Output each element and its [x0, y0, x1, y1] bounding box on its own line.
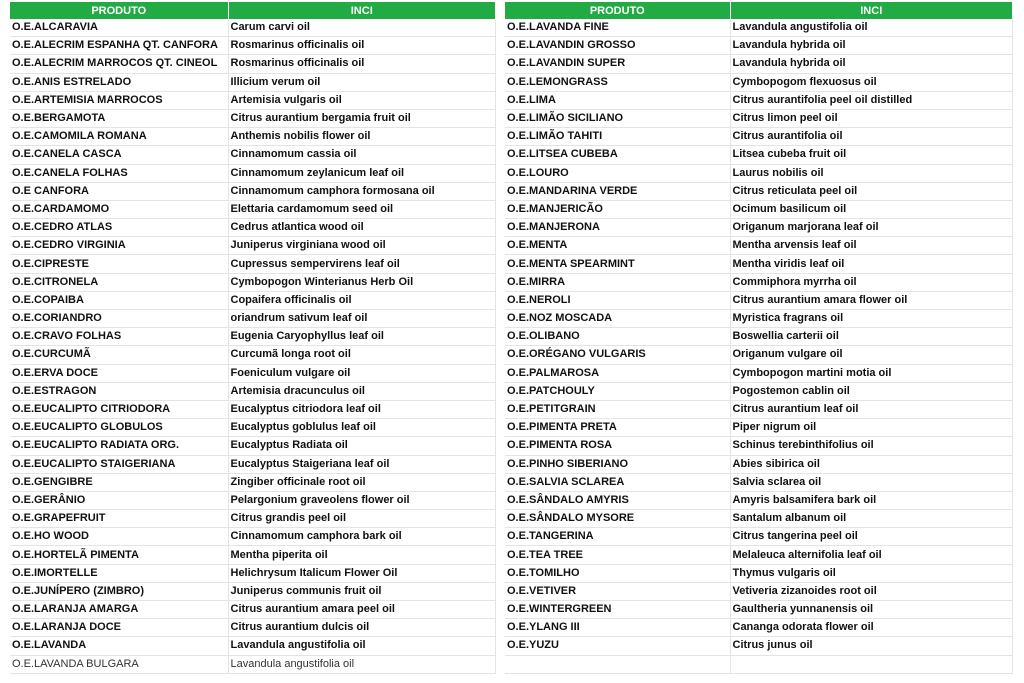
cell-inci: Lavandula angustifolia oil	[730, 19, 1013, 37]
table-row	[505, 37, 1013, 55]
cell-produto: O.E.SÂNDALO MYSORE	[505, 510, 730, 528]
cell-inci: Lavandula angustifolia oil	[228, 655, 496, 673]
table-row	[10, 601, 496, 619]
cell-inci: Eucalyptus goblulus leaf oil	[228, 419, 496, 437]
table-row	[505, 382, 1013, 400]
table-row	[505, 601, 1013, 619]
cell-inci: Vetiveria zizanoides root oil	[730, 582, 1013, 600]
cell-produto: O.E.PETITGRAIN	[505, 400, 730, 418]
table-row	[505, 455, 1013, 473]
cell-produto: O.E.SÂNDALO AMYRIS	[505, 491, 730, 509]
cell-inci: Artemisia vulgaris oil	[228, 91, 496, 109]
cell-inci: Juniperus communis fruit oil	[228, 582, 496, 600]
cell-inci: Artemisia dracunculus oil	[228, 382, 496, 400]
cell-inci: Lavandula angustifolia oil	[228, 637, 496, 655]
products-table-left	[10, 2, 496, 674]
cell-produto: O.E.BERGAMOTA	[10, 109, 228, 127]
cell-produto: O.E.ALCARAVIA	[10, 19, 228, 37]
cell-produto	[505, 655, 730, 673]
cell-produto: O.E.ARTEMISIA MARROCOS	[10, 91, 228, 109]
cell-inci: Juniperus virginiana wood oil	[228, 237, 496, 255]
cell-inci: Abies sibirica oil	[730, 455, 1013, 473]
cell-produto: O.E.LAVANDIN SUPER	[505, 55, 730, 73]
cell-inci: Citrus tangerina peel oil	[730, 528, 1013, 546]
cell-inci	[730, 655, 1013, 673]
cell-produto: O.E.GRAPEFRUIT	[10, 510, 228, 528]
table-row	[10, 582, 496, 600]
cell-inci: Curcumã longa root oil	[228, 346, 496, 364]
cell-produto: O.E CANFORA	[10, 182, 228, 200]
table-row	[505, 510, 1013, 528]
cell-produto: O.E.PALMAROSA	[505, 364, 730, 382]
table-row	[10, 655, 496, 673]
table-row	[10, 91, 496, 109]
table-row	[10, 455, 496, 473]
cell-inci: Laurus nobilis oil	[730, 164, 1013, 182]
cell-produto: O.E.OLIBANO	[505, 328, 730, 346]
cell-produto: O.E.CEDRO VIRGINIA	[10, 237, 228, 255]
cell-inci: Cymbopogon martini motia oil	[730, 364, 1013, 382]
cell-produto: O.E.SALVIA SCLAREA	[505, 473, 730, 491]
cell-inci: Rosmarinus officinalis oil	[228, 37, 496, 55]
cell-produto: O.E.EUCALIPTO CITRIODORA	[10, 400, 228, 418]
table-row	[10, 37, 496, 55]
cell-produto: O.E.GENGIBRE	[10, 473, 228, 491]
table-row	[505, 400, 1013, 418]
cell-inci: Myristica fragrans oil	[730, 310, 1013, 328]
cell-inci: Cinnamomum camphora formosana oil	[228, 182, 496, 200]
table-row	[505, 273, 1013, 291]
table-row	[505, 364, 1013, 382]
cell-inci: Piper nigrum oil	[730, 419, 1013, 437]
cell-inci: Cupressus sempervirens leaf oil	[228, 255, 496, 273]
cell-inci: Amyris balsamifera bark oil	[730, 491, 1013, 509]
cell-produto: O.E.TOMILHO	[505, 564, 730, 582]
table-row	[505, 19, 1013, 37]
cell-inci: Anthemis nobilis flower oil	[228, 128, 496, 146]
cell-inci: Cinnamomum cassia oil	[228, 146, 496, 164]
cell-produto: O.E.CITRONELA	[10, 273, 228, 291]
cell-inci: Eucalyptus citriodora leaf oil	[228, 400, 496, 418]
cell-produto: O.E.MANDARINA VERDE	[505, 182, 730, 200]
cell-inci: Cymbopogon Winterianus Herb Oil	[228, 273, 496, 291]
cell-inci: Mentha viridis leaf oil	[730, 255, 1013, 273]
cell-inci: Citrus limon peel oil	[730, 109, 1013, 127]
table-row	[505, 437, 1013, 455]
cell-inci: Carum carvi oil	[228, 19, 496, 37]
cell-produto: O.E.PINHO SIBERIANO	[505, 455, 730, 473]
table-row	[505, 546, 1013, 564]
cell-produto: O.E.PIMENTA ROSA	[505, 437, 730, 455]
cell-produto: O.E.PIMENTA PRETA	[505, 419, 730, 437]
header-row	[10, 2, 496, 19]
cell-inci: Citrus grandis peel oil	[228, 510, 496, 528]
table-row	[10, 510, 496, 528]
cell-produto: O.E.YLANG III	[505, 619, 730, 637]
cell-produto: O.E.HORTELÃ PIMENTA	[10, 546, 228, 564]
table-row	[505, 328, 1013, 346]
table-row	[10, 310, 496, 328]
cell-inci: Thymus vulgaris oil	[730, 564, 1013, 582]
table-row	[505, 491, 1013, 509]
cell-inci: Eucalyptus Radiata oil	[228, 437, 496, 455]
table-row	[505, 91, 1013, 109]
cell-inci: Citrus aurantifolia peel oil distilled	[730, 91, 1013, 109]
cell-inci: Rosmarinus officinalis oil	[228, 55, 496, 73]
table-row	[505, 109, 1013, 127]
cell-produto: O.E.LAVANDA BULGARA	[10, 655, 228, 673]
cell-inci: Foeniculum vulgare oil	[228, 364, 496, 382]
table-row	[10, 128, 496, 146]
cell-produto: O.E.MANJERICÃO	[505, 200, 730, 218]
cell-produto: O.E.LAVANDA	[10, 637, 228, 655]
cell-inci: Citrus aurantium dulcis oil	[228, 619, 496, 637]
cell-produto: O.E.WINTERGREEN	[505, 601, 730, 619]
table-row	[10, 564, 496, 582]
table-row	[505, 582, 1013, 600]
table-row	[10, 73, 496, 91]
cell-produto: O.E.YUZU	[505, 637, 730, 655]
table-row	[10, 473, 496, 491]
cell-inci: Schinus terebinthifolius oil	[730, 437, 1013, 455]
table-row	[10, 182, 496, 200]
table-row	[505, 237, 1013, 255]
table-row	[505, 255, 1013, 273]
cell-produto: O.E.LITSEA CUBEBA	[505, 146, 730, 164]
cell-inci: Gaultheria yunnanensis oil	[730, 601, 1013, 619]
cell-produto: O.E.EUCALIPTO GLOBULOS	[10, 419, 228, 437]
table-row	[10, 109, 496, 127]
cell-produto: O.E.PATCHOULY	[505, 382, 730, 400]
products-table-right	[505, 2, 1013, 674]
table-row	[505, 182, 1013, 200]
cell-inci: Citrus aurantifolia oil	[730, 128, 1013, 146]
cell-inci: Elettaria cardamomum seed oil	[228, 200, 496, 218]
cell-produto: O.E.LAVANDA FINE	[505, 19, 730, 37]
table-row	[10, 346, 496, 364]
table-row	[10, 437, 496, 455]
cell-produto: O.E.CANELA FOLHAS	[10, 164, 228, 182]
table-row	[10, 200, 496, 218]
table-body-left	[10, 19, 496, 673]
table-row	[505, 219, 1013, 237]
cell-inci: Cananga odorata flower oil	[730, 619, 1013, 637]
cell-inci: Citrus aurantium bergamia fruit oil	[228, 109, 496, 127]
table-row	[10, 528, 496, 546]
table-row	[505, 473, 1013, 491]
header-inci: INCI	[228, 2, 496, 19]
table-row	[505, 55, 1013, 73]
cell-produto: O.E.EUCALIPTO RADIATA ORG.	[10, 437, 228, 455]
cell-inci: Citrus aurantium amara flower oil	[730, 291, 1013, 309]
cell-produto: O.E.MANJERONA	[505, 219, 730, 237]
cell-produto: O.E.ALECRIM MARROCOS QT. CINEOL	[10, 55, 228, 73]
cell-inci: Citrus aurantium leaf oil	[730, 400, 1013, 418]
cell-produto: O.E.JUNÍPERO (ZIMBRO)	[10, 582, 228, 600]
cell-produto: O.E.CORIANDRO	[10, 310, 228, 328]
table-row	[505, 564, 1013, 582]
cell-inci: Commiphora myrrha oil	[730, 273, 1013, 291]
table-row	[10, 273, 496, 291]
header-produto: PRODUTO	[505, 2, 730, 19]
table-row	[10, 364, 496, 382]
table-row	[10, 291, 496, 309]
cell-produto: O.E.ANIS ESTRELADO	[10, 73, 228, 91]
cell-produto: O.E.TANGERINA	[505, 528, 730, 546]
cell-inci: Origanum marjorana leaf oil	[730, 219, 1013, 237]
table-row	[10, 237, 496, 255]
cell-inci: Illicium verum oil	[228, 73, 496, 91]
table-row	[10, 255, 496, 273]
cell-produto: O.E.ERVA DOCE	[10, 364, 228, 382]
cell-inci: Copaifera officinalis oil	[228, 291, 496, 309]
cell-produto: O.E.CIPRESTE	[10, 255, 228, 273]
cell-produto: O.E.VETIVER	[505, 582, 730, 600]
table-row	[10, 382, 496, 400]
cell-inci: Cinnamomum camphora bark oil	[228, 528, 496, 546]
cell-produto: O.E.NEROLI	[505, 291, 730, 309]
table-row	[10, 55, 496, 73]
cell-inci: Eugenia Caryophyllus leaf oil	[228, 328, 496, 346]
cell-inci: Boswellia carterii oil	[730, 328, 1013, 346]
cell-inci: Melaleuca alternifolia leaf oil	[730, 546, 1013, 564]
table-row	[10, 546, 496, 564]
cell-inci: Citrus junus oil	[730, 637, 1013, 655]
cell-inci: Lavandula hybrida oil	[730, 55, 1013, 73]
cell-produto: O.E.LIMA	[505, 91, 730, 109]
table-row	[10, 19, 496, 37]
cell-inci: Citrus reticulata peel oil	[730, 182, 1013, 200]
cell-produto: O.E.TEA TREE	[505, 546, 730, 564]
cell-inci: oriandrum sativum leaf oil	[228, 310, 496, 328]
header-produto: PRODUTO	[10, 2, 228, 19]
cell-inci: Cinnamomum zeylanicum leaf oil	[228, 164, 496, 182]
table-row	[10, 619, 496, 637]
cell-produto: O.E.CURCUMÃ	[10, 346, 228, 364]
cell-inci: Cymbopogom flexuosus oil	[730, 73, 1013, 91]
cell-inci: Santalum albanum oil	[730, 510, 1013, 528]
cell-produto: O.E.ALECRIM ESPANHA QT. CANFORA	[10, 37, 228, 55]
cell-inci: Eucalyptus Staigeriana leaf oil	[228, 455, 496, 473]
table-row	[505, 73, 1013, 91]
cell-produto: O.E.LIMÃO SICILIANO	[505, 109, 730, 127]
cell-produto: O.E.COPAIBA	[10, 291, 228, 309]
table-row	[10, 219, 496, 237]
table-row	[505, 637, 1013, 655]
cell-produto: O.E.CEDRO ATLAS	[10, 219, 228, 237]
table-row	[10, 146, 496, 164]
cell-produto: O.E.ORÉGANO VULGARIS	[505, 346, 730, 364]
table-row	[505, 146, 1013, 164]
table-row	[505, 310, 1013, 328]
cell-produto: O.E.CANELA CASCA	[10, 146, 228, 164]
table-row	[505, 619, 1013, 637]
cell-inci: Ocimum basilicum oil	[730, 200, 1013, 218]
cell-produto: O.E.CARDAMOMO	[10, 200, 228, 218]
table-row	[505, 200, 1013, 218]
table-row	[505, 528, 1013, 546]
table-row	[10, 164, 496, 182]
cell-inci: Mentha arvensis leaf oil	[730, 237, 1013, 255]
table-row	[505, 419, 1013, 437]
table-row	[505, 128, 1013, 146]
cell-produto: O.E.EUCALIPTO STAIGERIANA	[10, 455, 228, 473]
cell-inci: Cedrus atlantica wood oil	[228, 219, 496, 237]
table-row	[10, 328, 496, 346]
table-row	[10, 491, 496, 509]
cell-produto: O.E.MIRRA	[505, 273, 730, 291]
table-row	[10, 400, 496, 418]
table-row	[505, 291, 1013, 309]
cell-inci: Litsea cubeba fruit oil	[730, 146, 1013, 164]
cell-inci: Mentha piperita oil	[228, 546, 496, 564]
cell-inci: Zingiber officinale root oil	[228, 473, 496, 491]
cell-produto: O.E.MENTA	[505, 237, 730, 255]
table-row	[505, 346, 1013, 364]
header-row	[505, 2, 1013, 19]
cell-produto: O.E.CRAVO FOLHAS	[10, 328, 228, 346]
cell-produto: O.E.LOURO	[505, 164, 730, 182]
cell-produto: O.E.MENTA SPEARMINT	[505, 255, 730, 273]
table-row	[10, 419, 496, 437]
cell-produto: O.E.LARANJA AMARGA	[10, 601, 228, 619]
cell-inci: Salvia sclarea oil	[730, 473, 1013, 491]
cell-produto: O.E.CAMOMILA ROMANA	[10, 128, 228, 146]
table-row	[505, 164, 1013, 182]
cell-produto: O.E.NOZ MOSCADA	[505, 310, 730, 328]
table-row	[505, 655, 1013, 673]
cell-inci: Pelargonium graveolens flower oil	[228, 491, 496, 509]
cell-produto: O.E.ESTRAGON	[10, 382, 228, 400]
cell-produto: O.E.LARANJA DOCE	[10, 619, 228, 637]
cell-produto: O.E.LAVANDIN GROSSO	[505, 37, 730, 55]
cell-inci: Origanum vulgare oil	[730, 346, 1013, 364]
cell-produto: O.E.IMORTELLE	[10, 564, 228, 582]
cell-inci: Pogostemon cablin oil	[730, 382, 1013, 400]
table-row	[10, 637, 496, 655]
cell-inci: Helichrysum Italicum Flower Oil	[228, 564, 496, 582]
table-body-right	[505, 19, 1013, 673]
cell-inci: Lavandula hybrida oil	[730, 37, 1013, 55]
cell-inci: Citrus aurantium amara peel oil	[228, 601, 496, 619]
cell-produto: O.E.LIMÃO TAHITI	[505, 128, 730, 146]
header-inci: INCI	[730, 2, 1013, 19]
cell-produto: O.E.LEMONGRASS	[505, 73, 730, 91]
cell-produto: O.E.GERÂNIO	[10, 491, 228, 509]
cell-produto: O.E.HO WOOD	[10, 528, 228, 546]
